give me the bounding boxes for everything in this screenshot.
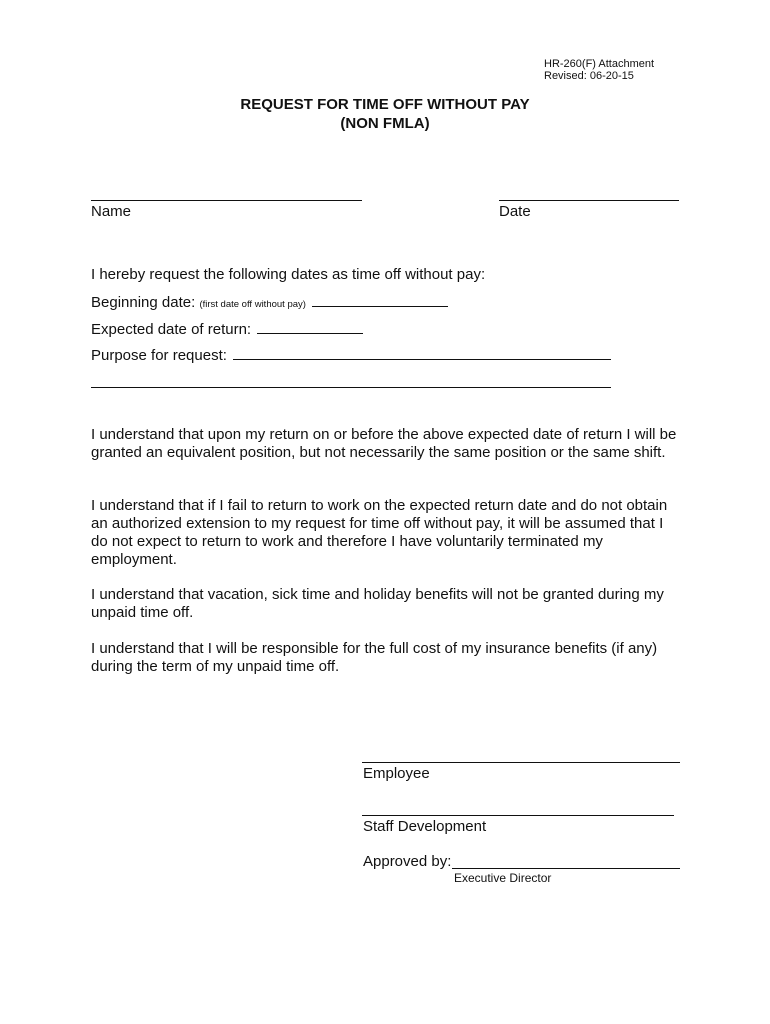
name-field[interactable]: [91, 200, 362, 201]
staff-development-label: Staff Development: [363, 818, 487, 835]
approved-by-field[interactable]: [452, 868, 680, 869]
employee-signature-field[interactable]: [362, 762, 680, 763]
staff-signature-field[interactable]: [362, 815, 674, 816]
page-title: REQUEST FOR TIME OFF WITHOUT PAY: [240, 96, 530, 113]
executive-director-label: Executive Director: [454, 871, 552, 885]
paragraph-equivalent-position: I understand that upon my return on or before the above expected date of return I will be granted an equivalent position, but not necessarily the same position or the same shift.: [91, 426, 677, 461]
beginning-date-field[interactable]: [312, 292, 448, 307]
approved-by-label: Approved by:: [363, 853, 452, 870]
return-date-field[interactable]: [257, 319, 363, 334]
date-field[interactable]: [499, 200, 679, 201]
revised-date: Revised: 06-20-15: [544, 70, 634, 82]
return-date-row: [91, 319, 363, 339]
purpose-field[interactable]: [233, 345, 611, 360]
return-date-label: Expected date of return:: [91, 321, 252, 338]
purpose-label: Purpose for request:: [91, 347, 227, 364]
paragraph-insurance: I understand that I will be responsible for the full cost of my insurance benefits (if any) during the term of my unpaid time off.: [91, 640, 658, 675]
employee-label: Employee: [363, 765, 430, 782]
page-subtitle: (NON FMLA): [340, 115, 430, 132]
beginning-date-row: [91, 292, 448, 314]
purpose-row: [91, 345, 611, 365]
form-id: HR-260(F) Attachment: [544, 58, 655, 70]
paragraph-benefits: I understand that vacation, sick time and holiday benefits will not be granted during my unpaid time off.: [91, 586, 664, 621]
date-label: Date: [499, 203, 531, 220]
name-label: Name: [91, 203, 132, 220]
beginning-date-label: Beginning date:: [91, 294, 196, 311]
paragraph-failure-to-return: I understand that if I fail to return to work on the expected return date and do not obtain an authorized extension to my request for time off without pay, it will be assumed that I do not expect to return to work and therefore I have voluntarily terminated my employment.: [91, 497, 668, 568]
beginning-date-hint: (first date off without pay): [199, 299, 306, 310]
purpose-field-line2[interactable]: [91, 387, 611, 388]
request-intro: I hereby request the following dates as time off without pay:: [91, 266, 486, 283]
